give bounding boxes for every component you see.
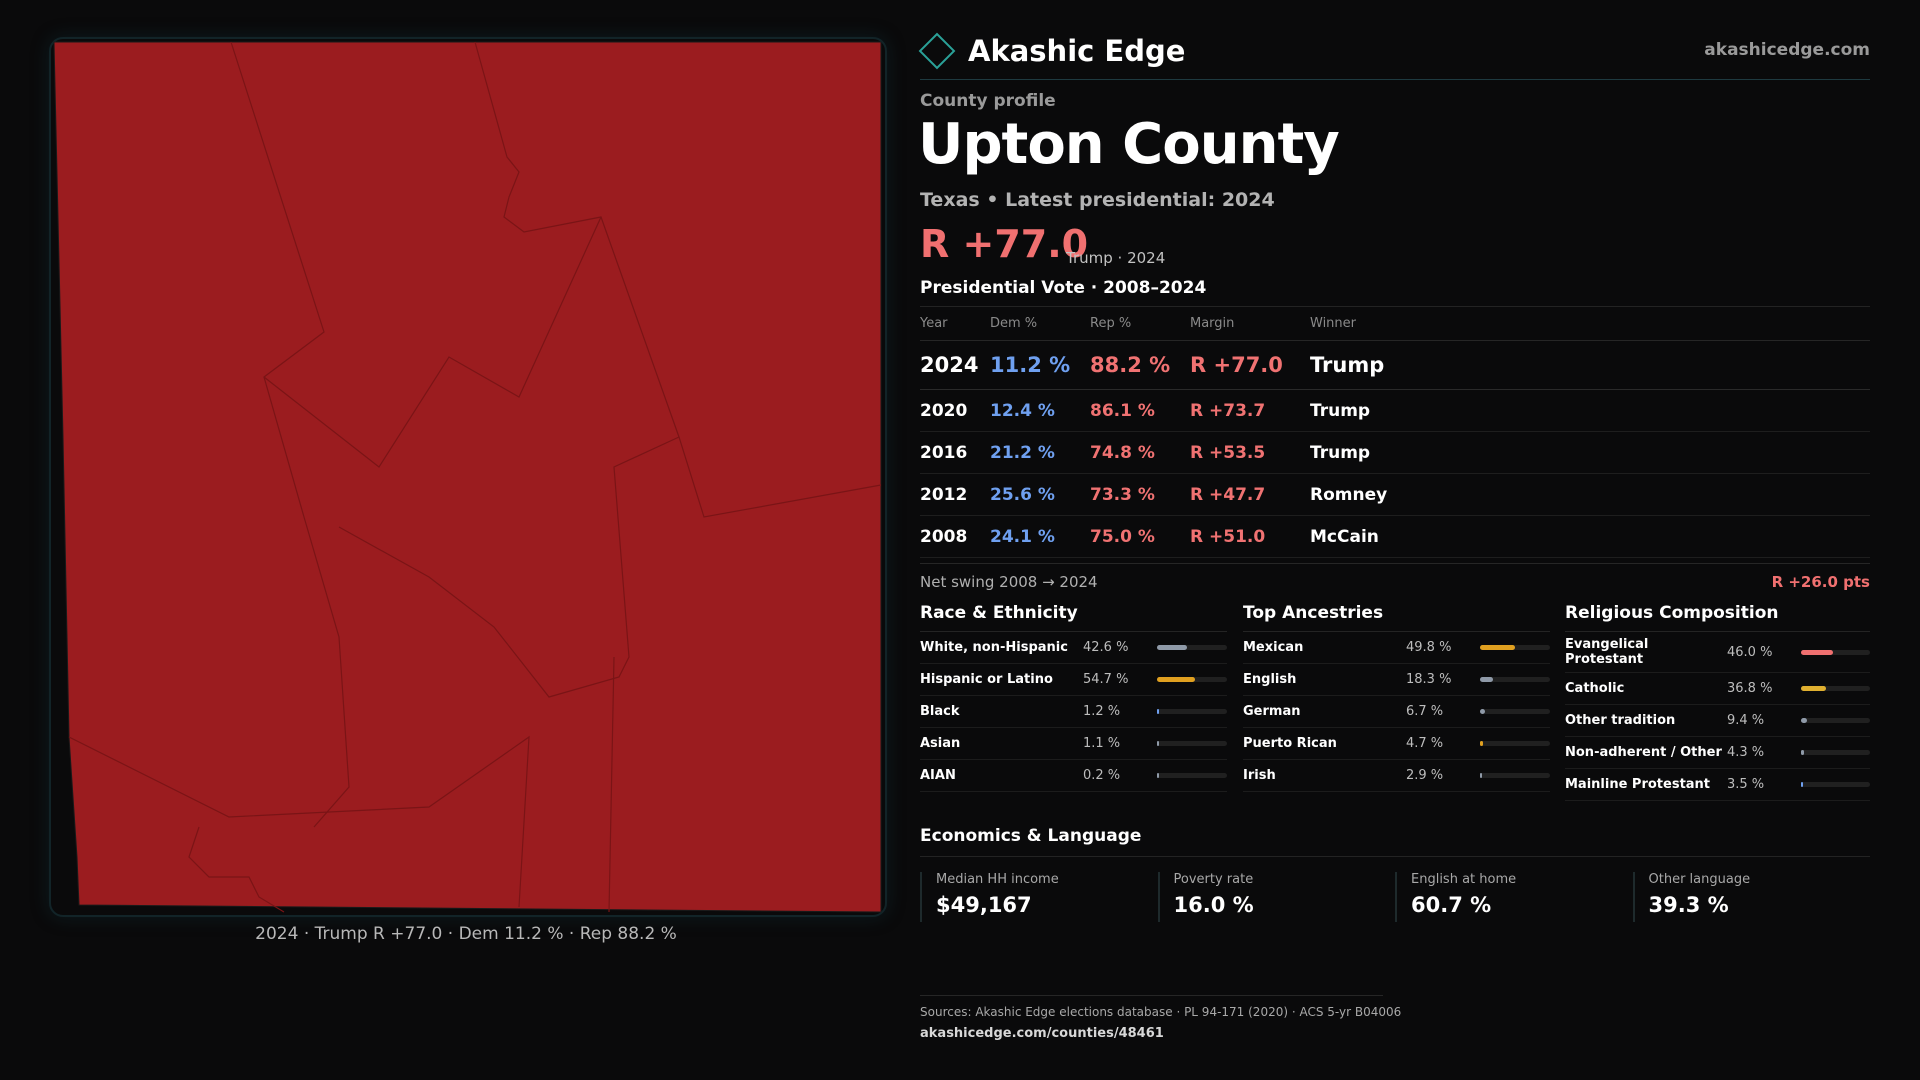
race-bar-fill — [1157, 741, 1159, 746]
margin-cell: R +51.0 — [1190, 526, 1266, 547]
table-row[interactable] — [920, 390, 1870, 432]
religion-title: Religious Composition — [1565, 603, 1870, 632]
religion-percent: 3.5 % — [1727, 777, 1765, 792]
religion-bar-fill — [1801, 650, 1833, 655]
rep-cell: 86.1 % — [1090, 400, 1155, 421]
winner-cell: Trump — [1310, 400, 1371, 421]
race-bar-fill — [1157, 709, 1159, 714]
race-bar-track — [1157, 709, 1227, 714]
race-label: Black — [920, 704, 960, 719]
county-map[interactable] — [49, 37, 887, 917]
brand[interactable] — [920, 34, 1185, 68]
econ-cell-other-language — [1633, 872, 1871, 922]
race-label: AIAN — [920, 768, 956, 783]
econ-label: Poverty rate — [1173, 872, 1254, 887]
religion-label: Evangelical Protestant — [1565, 637, 1649, 667]
ancestry-label: German — [1243, 704, 1301, 719]
econ-value: 16.0 % — [1173, 893, 1254, 917]
race-percent: 0.2 % — [1083, 768, 1121, 783]
race-percent: 42.6 % — [1083, 640, 1129, 655]
header-margin: Margin — [1190, 316, 1235, 331]
econ-value: 60.7 % — [1411, 893, 1492, 917]
race-row[interactable] — [920, 696, 1227, 728]
dem-cell: 25.6 % — [990, 484, 1055, 505]
religion-row[interactable] — [1565, 769, 1870, 801]
religion-percent: 36.8 % — [1727, 681, 1773, 696]
map-caption: 2024 · Trump R +77.0 · Dem 11.2 % · Rep 88.2 % — [255, 924, 677, 944]
religion-percent: 4.3 % — [1727, 745, 1765, 760]
race-label: Hispanic or Latino — [920, 672, 1053, 687]
site-link[interactable]: akashicedge.com — [1704, 40, 1870, 60]
ancestry-percent: 2.9 % — [1406, 768, 1444, 783]
econ-cell-income — [920, 872, 1158, 922]
race-bar-track — [1157, 773, 1227, 778]
religion-bar-fill — [1801, 686, 1826, 691]
ancestry-label: Puerto Rican — [1243, 736, 1337, 751]
table-row[interactable] — [920, 341, 1870, 390]
religion-row[interactable] — [1565, 673, 1870, 705]
county-url-link[interactable]: akashicedge.com/counties/48461 — [920, 1026, 1164, 1041]
ancestry-label: Mexican — [1243, 640, 1304, 655]
swing-value: R +26.0 pts — [1771, 573, 1870, 591]
year-cell: 2016 — [920, 442, 968, 463]
race-row[interactable] — [920, 632, 1227, 664]
ancestry-row[interactable] — [1243, 728, 1550, 760]
profile-kicker: County profile — [920, 91, 1056, 111]
sources-text: Sources: Akashic Edge elections database · PL 94-171 (2020) · ACS 5-yr B04006 — [920, 1005, 1402, 1019]
rep-cell: 73.3 % — [1090, 484, 1155, 505]
winner-cell: Trump — [1310, 353, 1385, 377]
margin-cell: R +77.0 — [1190, 353, 1283, 377]
margin-cell: R +47.7 — [1190, 484, 1266, 505]
ancestry-bar-track — [1480, 741, 1550, 746]
ancestry-row[interactable] — [1243, 632, 1550, 664]
religion-label: Catholic — [1565, 681, 1625, 696]
headline-note: Trump · 2024 — [1066, 249, 1166, 267]
ancestry-bar-fill — [1480, 741, 1483, 746]
race-label: White, non-Hispanic — [920, 640, 1068, 655]
table-row[interactable] — [920, 432, 1870, 474]
ancestry-row[interactable] — [1243, 664, 1550, 696]
dem-cell: 12.4 % — [990, 400, 1055, 421]
religion-bar-fill — [1801, 750, 1804, 755]
footer-divider — [920, 995, 1383, 996]
race-label: Asian — [920, 736, 961, 751]
race-row[interactable] — [920, 760, 1227, 792]
religion-row[interactable] — [1565, 632, 1870, 673]
race-row[interactable] — [920, 728, 1227, 760]
ancestry-percent: 49.8 % — [1406, 640, 1452, 655]
econ-value: 39.3 % — [1648, 893, 1729, 917]
dem-cell: 21.2 % — [990, 442, 1055, 463]
ancestry-percent: 6.7 % — [1406, 704, 1444, 719]
table-header — [920, 307, 1870, 341]
margin-cell: R +73.7 — [1190, 400, 1266, 421]
ancestry-bar-track — [1480, 709, 1550, 714]
brand-name: Akashic Edge — [968, 34, 1186, 68]
margin-cell: R +53.5 — [1190, 442, 1266, 463]
vote-table-title: Presidential Vote · 2008–2024 — [920, 278, 1207, 298]
race-bar-fill — [1157, 773, 1159, 778]
religion-percent: 46.0 % — [1727, 644, 1773, 660]
rep-cell: 74.8 % — [1090, 442, 1155, 463]
religion-label: Mainline Protestant — [1565, 777, 1711, 792]
header-winner: Winner — [1310, 316, 1357, 331]
ancestry-label: Irish — [1243, 768, 1276, 783]
rep-cell: 75.0 % — [1090, 526, 1155, 547]
ancestry-title: Top Ancestries — [1243, 603, 1550, 632]
econ-label: English at home — [1411, 872, 1517, 887]
race-bar-fill — [1157, 677, 1195, 682]
race-percent: 1.2 % — [1083, 704, 1121, 719]
religion-bar-track — [1801, 686, 1870, 691]
table-row[interactable] — [920, 474, 1870, 516]
dem-cell: 24.1 % — [990, 526, 1055, 547]
religion-label: Other tradition — [1565, 713, 1676, 728]
ancestry-bar-track — [1480, 677, 1550, 682]
race-row[interactable] — [920, 664, 1227, 696]
religion-label: Non-adherent / Other — [1565, 745, 1722, 760]
header-dem: Dem % — [990, 316, 1038, 331]
header-year: Year — [920, 316, 948, 331]
race-bar-track — [1157, 645, 1227, 650]
religion-row[interactable] — [1565, 705, 1870, 737]
ancestry-percent: 4.7 % — [1406, 736, 1444, 751]
race-bar-fill — [1157, 645, 1187, 650]
economics-cells — [920, 872, 1870, 922]
winner-cell: McCain — [1310, 526, 1379, 547]
header-divider — [920, 79, 1870, 80]
page-title: Upton County — [918, 112, 1339, 177]
ancestry-row[interactable] — [1243, 760, 1550, 792]
diamond-logo-icon — [919, 33, 956, 70]
ancestry-row[interactable] — [1243, 696, 1550, 728]
year-cell: 2008 — [920, 526, 968, 547]
swing-label: Net swing 2008 → 2024 — [920, 573, 1098, 591]
econ-label: Other language — [1648, 872, 1751, 887]
year-cell: 2012 — [920, 484, 968, 505]
econ-cell-english — [1395, 872, 1633, 922]
economics-title: Economics & Language — [920, 826, 1870, 857]
race-title: Race & Ethnicity — [920, 603, 1227, 632]
race-percent: 1.1 % — [1083, 736, 1121, 751]
religion-bar-fill — [1801, 782, 1803, 787]
ancestry-block — [1243, 603, 1550, 792]
religion-block — [1565, 603, 1870, 801]
winner-cell: Romney — [1310, 484, 1388, 505]
econ-cell-poverty — [1158, 872, 1396, 922]
ancestry-bar-fill — [1480, 709, 1485, 714]
ancestry-bar-fill — [1480, 645, 1515, 650]
rep-cell: 88.2 % — [1090, 353, 1171, 377]
header-rep: Rep % — [1090, 316, 1132, 331]
econ-label: Median HH income — [936, 872, 1059, 887]
swing-divider — [920, 563, 1870, 564]
ancestry-bar-fill — [1480, 677, 1493, 682]
county-shape — [54, 42, 881, 912]
ancestry-bar-fill — [1480, 773, 1482, 778]
religion-bar-track — [1801, 650, 1870, 655]
ancestry-bar-track — [1480, 773, 1550, 778]
vote-table — [920, 306, 1870, 558]
table-row[interactable] — [920, 516, 1870, 558]
winner-cell: Trump — [1310, 442, 1371, 463]
ancestry-percent: 18.3 % — [1406, 672, 1452, 687]
page-subtitle: Texas • Latest presidential: 2024 — [920, 189, 1275, 211]
religion-row[interactable] — [1565, 737, 1870, 769]
year-cell: 2024 — [920, 353, 979, 377]
religion-bar-track — [1801, 750, 1870, 755]
ancestry-bar-track — [1480, 645, 1550, 650]
religion-percent: 9.4 % — [1727, 713, 1765, 728]
dem-cell: 11.2 % — [990, 353, 1071, 377]
headline-margin: R +77.0 — [920, 222, 1089, 266]
race-bar-track — [1157, 677, 1227, 682]
race-bar-track — [1157, 741, 1227, 746]
race-percent: 54.7 % — [1083, 672, 1129, 687]
religion-bar-track — [1801, 782, 1870, 787]
econ-value: $49,167 — [936, 893, 1032, 917]
ancestry-label: English — [1243, 672, 1297, 687]
religion-bar-fill — [1801, 718, 1807, 723]
race-block — [920, 603, 1227, 792]
religion-bar-track — [1801, 718, 1870, 723]
year-cell: 2020 — [920, 400, 968, 421]
